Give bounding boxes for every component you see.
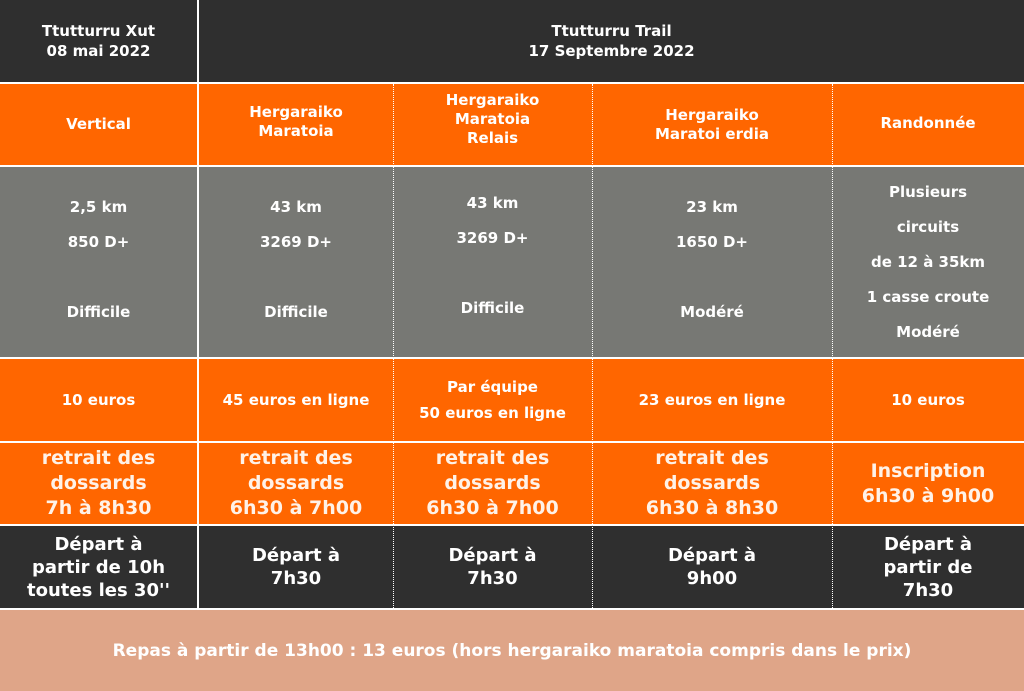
description-line: de 12 à 35km	[870, 252, 986, 271]
difficulty: Difficile	[264, 303, 328, 321]
event-name: Ttutturru Trail	[551, 22, 672, 40]
start-randonnee: Départ à partir de 7h30	[832, 526, 1024, 608]
distance: 23 km	[686, 198, 738, 216]
specs-maratoia	[199, 167, 393, 357]
elevation: 850 D+	[67, 233, 130, 251]
distance: 43 km	[466, 194, 519, 212]
meal-info-text: Repas à partir de 13h00 : 13 euros (hors hergaraiko maratoia compris dans le prix)	[112, 640, 912, 661]
specs-randonnee	[832, 167, 1024, 357]
bib-pickup-vertical: retrait des dossards 7h à 8h30	[0, 443, 197, 524]
bib-pickup-maratoia: retrait des dossards 6h30 à 7h00	[199, 443, 393, 524]
price-erdia: 23 euros en ligne	[592, 359, 832, 441]
bib-pickup-relais: retrait des dossards 6h30 à 7h00	[393, 443, 592, 524]
race-name-erdia: Hergaraiko Maratoi erdia	[592, 84, 832, 165]
race-name-relais: Hergaraiko Maratoia Relais	[393, 84, 592, 165]
start-maratoia: Départ à 7h30	[199, 526, 393, 608]
event-name: Ttutturru Xut	[41, 22, 156, 40]
description-line: Plusieurs	[888, 182, 968, 201]
start-relais: Départ à 7h30	[393, 526, 592, 608]
column-divider	[832, 84, 833, 608]
column-divider	[592, 84, 593, 608]
difficulty: Modéré	[896, 322, 960, 341]
specs-vertical	[0, 167, 197, 357]
specs-relais	[393, 167, 592, 357]
difficulty: Modéré	[680, 303, 744, 321]
meal-info-footer	[0, 610, 1024, 691]
price-vertical: 10 euros	[0, 359, 197, 441]
difficulty: Difficile	[66, 303, 131, 321]
race-name-vertical: Vertical	[0, 84, 197, 165]
difficulty: Difficile	[460, 299, 525, 317]
start-vertical: Départ à partir de 10h toutes les 30''	[0, 526, 197, 608]
event-date: 08 mai 2022	[46, 42, 151, 60]
race-name-randonnee: Randonnée	[832, 84, 1024, 165]
elevation: 3269 D+	[456, 229, 529, 247]
elevation: 3269 D+	[260, 233, 332, 251]
bib-pickup-erdia: retrait des dossards 6h30 à 8h30	[592, 443, 832, 524]
price-relais: Par équipe 50 euros en ligne	[393, 359, 592, 441]
race-name-maratoia: Hergaraiko Maratoia	[199, 84, 393, 165]
price-randonnee: 10 euros	[832, 359, 1024, 441]
event-date: 17 Septembre 2022	[528, 42, 695, 60]
description-line: circuits	[896, 217, 960, 236]
price-maratoia: 45 euros en ligne	[199, 359, 393, 441]
description-line: 1 casse croute	[866, 287, 990, 306]
start-erdia: Départ à 9h00	[592, 526, 832, 608]
registration-randonnee: Inscription 6h30 à 9h00	[832, 443, 1024, 524]
column-divider	[393, 84, 394, 608]
distance: 43 km	[270, 198, 322, 216]
elevation: 1650 D+	[676, 233, 748, 251]
specs-erdia	[592, 167, 832, 357]
event-header-trail	[199, 0, 1024, 82]
event-header-xut	[0, 0, 197, 82]
distance: 2,5 km	[69, 198, 128, 216]
